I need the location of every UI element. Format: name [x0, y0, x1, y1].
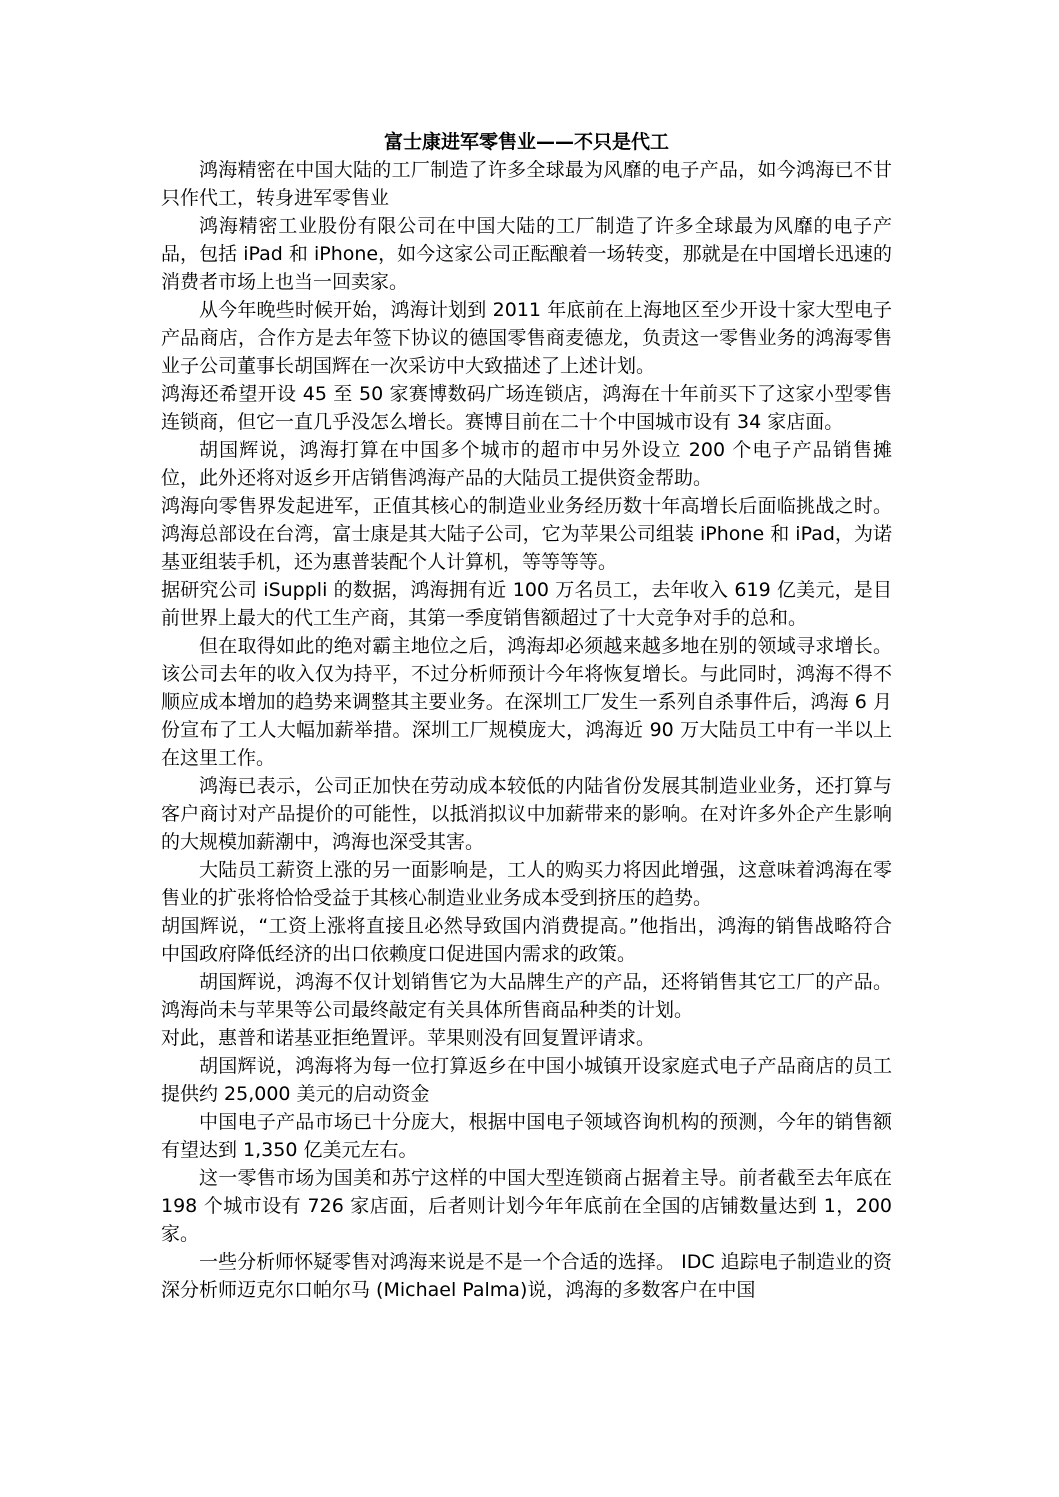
paragraph: 鸿海还希望开设 45 至 50 家赛博数码广场连锁店，鸿海在十年前买下了这家小型零售连锁商，但它一直几乎没怎么增长。赛博目前在二十个中国城市设有 34 家店面。	[161, 383, 892, 433]
paragraph-list	[161, 156, 892, 1304]
paragraph: 据研究公司 iSuppli 的数据，鸿海拥有近 100 万名员工，去年收入 619 亿美元，是目前世界上最大的代工生产商，其第一季度销售额超过了十大竞争对手的总和。	[161, 579, 892, 629]
paragraph: 胡国辉说，“工资上涨将直接且必然导致国内消费提高。”他指出，鸿海的销售战略符合中国政府降低经济的出口依赖度口促进国内需求的政策。	[161, 915, 892, 965]
paragraph: 鸿海已表示，公司正加快在劳动成本较低的内陆省份发展其制造业业务，还打算与客户商讨对产品提价的可能性，以抵消拟议中加薪带来的影响。在对许多外企产生影响的大规模加薪潮中，鸿海也深受其害。	[161, 775, 892, 853]
paragraph: 鸿海精密在中国大陆的工厂制造了许多全球最为风靡的电子产品，如今鸿海已不甘只作代工，转身进军零售业	[161, 159, 892, 209]
paragraph: 鸿海精密工业股份有限公司在中国大陆的工厂制造了许多全球最为风靡的电子产品，包括 iPad 和 iPhone，如今这家公司正酝酿着一场转变，那就是在中国增长迅速的消费者市场上也当一回卖家。	[161, 215, 892, 293]
paragraph: 一些分析师怀疑零售对鸿海来说是不是一个合适的选择。 IDC 追踪电子制造业的资深分析师迈克尔口帕尔马 (Michael Palma)说，鸿海的多数客户在中国	[161, 1251, 892, 1301]
paragraph: 胡国辉说，鸿海不仅计划销售它为大品牌生产的产品，还将销售其它工厂的产品。鸿海尚未与苹果等公司最终敲定有关具体所售商品种类的计划。	[161, 971, 892, 1021]
paragraph: 胡国辉说，鸿海将为每一位打算返乡在中国小城镇开设家庭式电子产品商店的员工提供约 25,000 美元的启动资金	[161, 1055, 892, 1105]
document-title: 富士康进军零售业——不只是代工	[383, 131, 669, 153]
paragraph: 中国电子产品市场已十分庞大，根据中国电子领域咨询机构的预测，今年的销售额有望达到 1,350 亿美元左右。	[161, 1111, 892, 1161]
paragraph: 但在取得如此的绝对霸主地位之后，鸿海却必须越来越多地在别的领域寻求增长。该公司去年的收入仅为持平，不过分析师预计今年将恢复增长。与此同时，鸿海不得不顺应成本增加的趋势来调整其主要业务。在深圳工厂发生一系列自杀事件后，鸿海 6 月份宣布了工人大幅加薪举措。深圳工厂规模庞大，鸿海近 90 万大陆员工中有一半以上在这里工作。	[161, 635, 892, 769]
paragraph: 对此，惠普和诺基亚拒绝置评。苹果则没有回复置评请求。	[161, 1027, 656, 1049]
document-body	[161, 128, 892, 1304]
paragraph: 这一零售市场为国美和苏宁这样的中国大型连锁商占据着主导。前者截至去年底在 198 个城市设有 726 家店面，后者则计划今年年底前在全国的店铺数量达到 1，200 家。	[161, 1167, 892, 1245]
paragraph: 胡国辉说，鸿海打算在中国多个城市的超市中另外设立 200 个电子产品销售摊位，此外还将对返乡开店销售鸿海产品的大陆员工提供资金帮助。	[161, 439, 892, 489]
paragraph: 鸿海向零售界发起进军，正值其核心的制造业业务经历数十年高增长后面临挑战之时。鸿海总部设在台湾，富士康是其大陆子公司，它为苹果公司组装 iPhone 和 iPad，为诺基亚组装手机，还为惠普装配个人计算机，等等等等。	[161, 495, 892, 573]
paragraph: 大陆员工薪资上涨的另一面影响是，工人的购买力将因此增强，这意味着鸿海在零售业的扩张将恰恰受益于其核心制造业业务成本受到挤压的趋势。	[161, 859, 892, 909]
paragraph: 从今年晚些时候开始，鸿海计划到 2011 年底前在上海地区至少开设十家大型电子产品商店，合作方是去年签下协议的德国零售商麦德龙，负责这一零售业务的鸿海零售业子公司董事长胡国辉在一次采访中大致描述了上述计划。	[161, 299, 892, 377]
